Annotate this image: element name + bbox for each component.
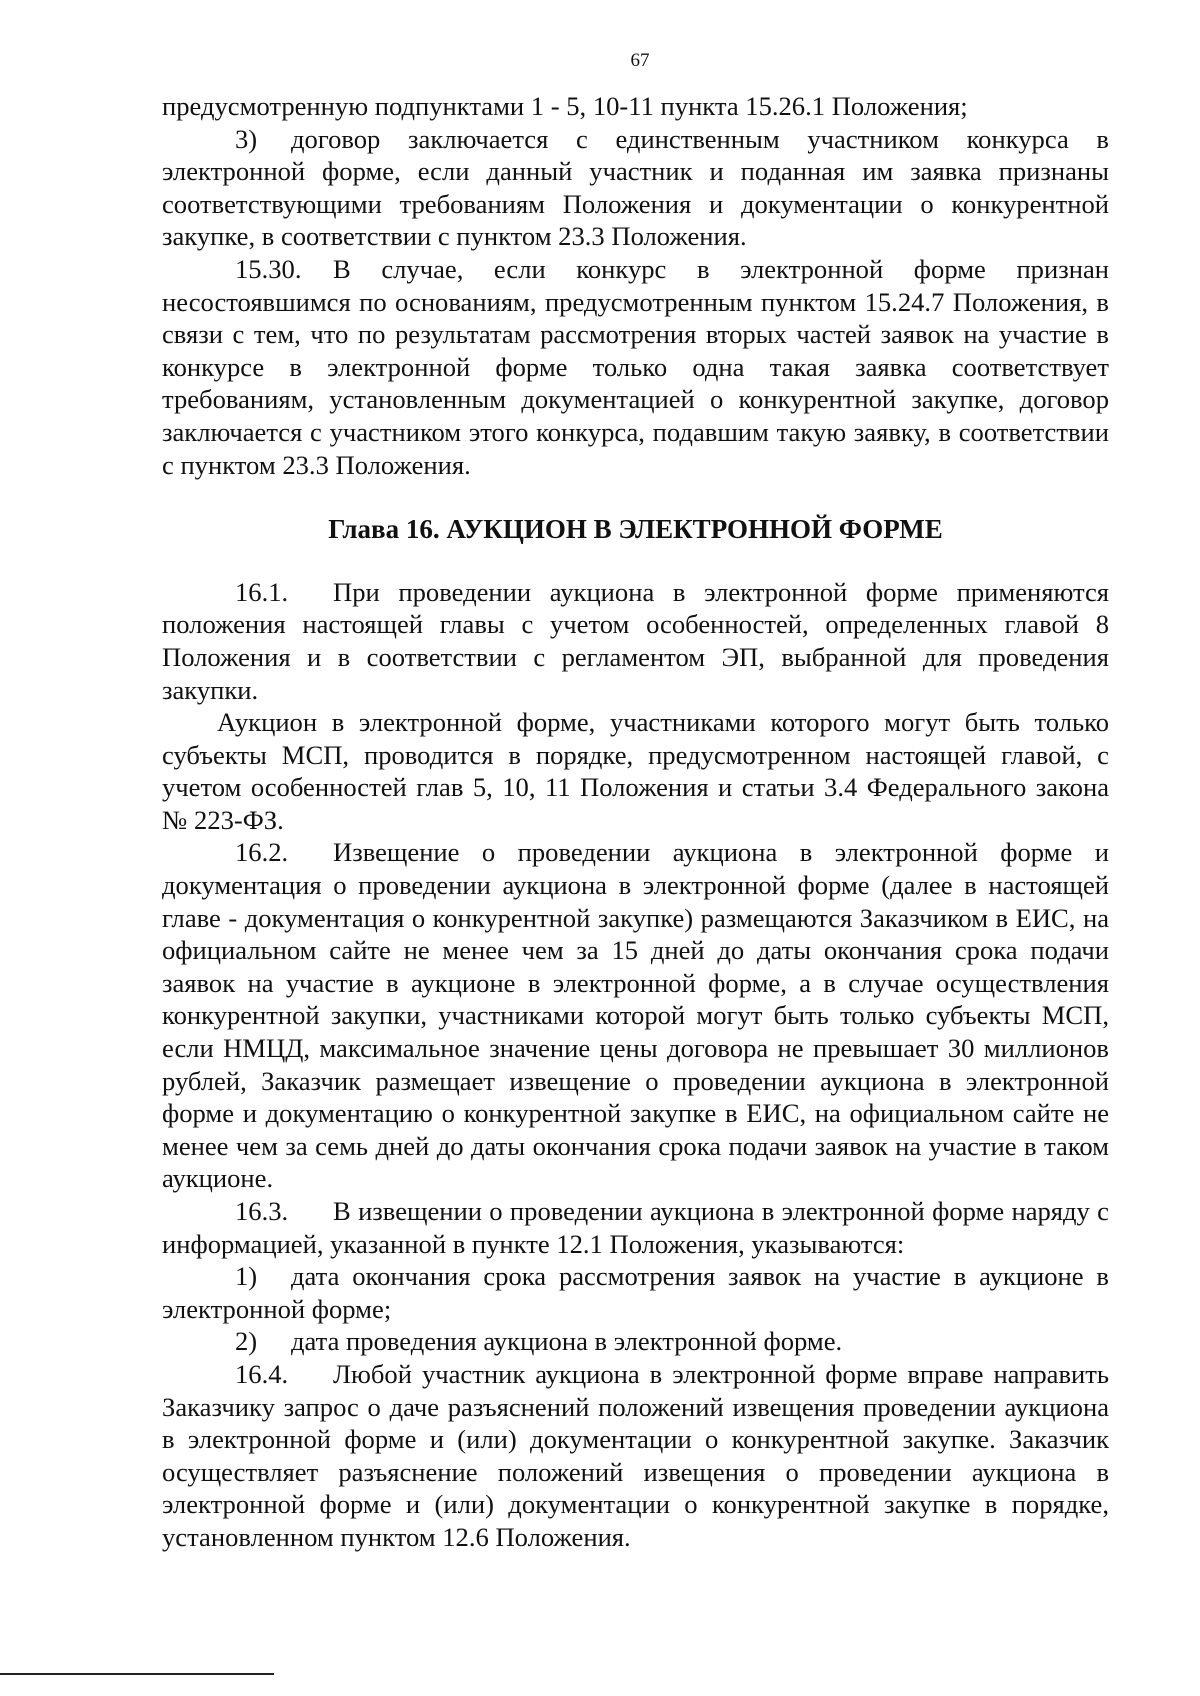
chapter-heading: Глава 16. АУКЦИОН В ЭЛЕКТРОННОЙ ФОРМЕ	[328, 514, 943, 545]
paragraph-text: При проведении аукциона в электронной форме применяются положения настоящей главы с учетом особенностей, определенных главой 8 Положения и в соответствии с регламентом ЭП, выбранной для проведения закупки.	[162, 576, 1109, 705]
item-number: 2)	[235, 1326, 258, 1357]
clause-number: 16.4.	[235, 1358, 289, 1389]
page-number: 67	[630, 50, 650, 71]
footnote-divider	[0, 1673, 274, 1675]
item-number: 1)	[235, 1261, 258, 1292]
clause-number: 16.1.	[235, 576, 289, 607]
clause-number: 15.30.	[235, 253, 302, 284]
list-item-3	[162, 123, 1109, 253]
clause-number: 16.3.	[235, 1196, 289, 1226]
clause-16-2	[162, 836, 1109, 1195]
paragraph-text: Аукцион в электронной форме, участниками которого могут быть только субъекты МСП, проводится в порядке, предусмотренном настоящей главой, с учетом особенностей глав 5, 10, 11 Положения и статьи 3.4 Федерального закона № 223-ФЗ.	[162, 707, 1109, 835]
list-item-2	[162, 1325, 1109, 1358]
list-item-1	[162, 1260, 1109, 1325]
clause-number: 16.2.	[235, 837, 289, 868]
document-body	[162, 90, 1109, 1554]
paragraph-text: дата окончания срока рассмотрения заявок на участие в аукционе в электронной форме;	[162, 1261, 1109, 1324]
paragraph-continuation	[162, 90, 1109, 123]
paragraph-text: Извещение о проведении аукциона в электронной форме и документация о проведении аукциона в электронной форме (далее в настоящей главе - документация о конкурентной закупке) размещаются Заказчиком в ЕИС, на официальном сайте не менее чем за 15 дней до даты окончания срока подачи заявок на участие в аукционе в электронной форме, а в случае осуществления конкурентной закупки, участниками которой могут быть только субъекты МСП, если НМЦД, максимальное значение цены договора не превышает 30 миллионов рублей, Заказчик размещает извещение о проведении аукциона в электронной форме и документацию о конкурентной закупке в ЕИС, на официальном сайте не менее чем за семь дней до даты окончания срока подачи заявок на участие в таком аукционе.	[162, 837, 1109, 1194]
paragraph-text: Любой участник аукциона в электронной форме вправе направить Заказчику запрос о даче разъяснений положений извещения проведении аукциона в электронной форме и (или) документации о конкурентной закупке. Заказчик осуществляет разъяснение положений извещения о проведении аукциона в электронной форме и (или) документации о конкурентной закупке в порядке, установленном пунктом 12.6 Положения.	[162, 1358, 1109, 1552]
clause-16-3	[162, 1195, 1109, 1260]
paragraph-text: дата проведения аукциона в электронной форме.	[291, 1326, 843, 1357]
paragraph-text: В случае, если конкурс в электронной форме признан несостоявшимся по основаниям, предусмотренным пунктом 15.24.7 Положения, в связи с тем, что по результатам рассмотрения вторых частей заявок на участие в конкурсе в электронной форме только одна такая заявка соответствует требованиям, установленным документацией о конкурентной закупке, договор заключается с участником этого конкурса, подавшим такую заявку, в соответствии с пунктом 23.3 Положения.	[162, 253, 1109, 480]
paragraph-text: В извещении о проведении аукциона в электронной форме наряду с информацией, указанной в пункте 12.1 Положения, указываются:	[162, 1196, 1109, 1259]
item-number: 3)	[235, 123, 258, 154]
clause-15-30	[162, 253, 1109, 481]
clause-16-1	[162, 576, 1109, 706]
clause-16-4	[162, 1358, 1109, 1554]
paragraph-text: договор заключается с единственным участником конкурса в электронной форме, если данный участник и поданная им заявка признаны соответствующими требованиям Положения и документации о конкурентной закупке, в соответствии с пунктом 23.3 Положения.	[162, 123, 1109, 252]
paragraph-text: предусмотренную подпунктами 1 - 5, 10-11 пункта 15.26.1 Положения;	[162, 91, 968, 121]
paragraph-msp	[162, 706, 1109, 836]
